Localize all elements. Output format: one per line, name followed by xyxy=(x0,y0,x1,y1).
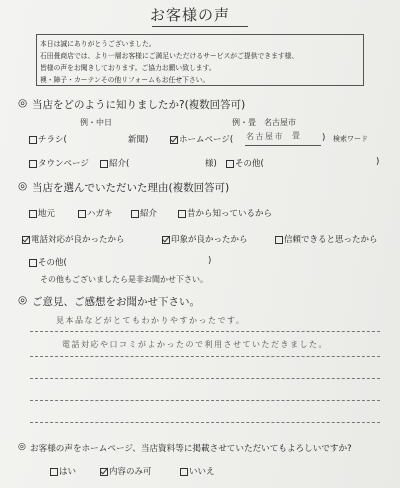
q4-label: お客様の声をホームページ、当店資料等に掲載させていただいてもよろしいですか? xyxy=(30,444,352,454)
option-homepage: ホームページ( xyxy=(179,135,234,145)
comment-line-2 xyxy=(30,356,380,357)
q4-bullet: ◎ xyxy=(18,442,26,452)
option-homepage-close: ) xyxy=(322,133,326,143)
q1-example-2: 例・畳 名古屋市 xyxy=(232,118,296,127)
q2-bullet: ◎ xyxy=(18,180,28,192)
title-underline xyxy=(152,26,248,27)
option-q1-other: その他( xyxy=(235,159,264,169)
option-phone-response: 電話対応が良かったから xyxy=(31,235,125,245)
option-newspaper-close: 新聞) xyxy=(128,135,149,145)
q1-example-1: 例・中日 xyxy=(80,118,112,127)
checkbox-referral[interactable] xyxy=(100,160,108,168)
intro-line-2: 石田畳商店では、より一層お客様にご満足いただけるサービスがご提供できます様、 xyxy=(40,52,299,60)
q1-label: 当店をどのように知りましたか?(複数回答可) xyxy=(32,99,246,111)
checkbox-yes[interactable] xyxy=(50,468,58,476)
checkbox-q2-other[interactable] xyxy=(29,259,37,267)
option-yes: はい xyxy=(59,467,77,477)
intro-line-3: 皆様の声をお聞きしております。ご協力お願い致します。 xyxy=(40,64,216,72)
option-trustworthy: 信頼できると思ったから xyxy=(284,235,378,245)
checkbox-no[interactable] xyxy=(180,468,188,476)
handwritten-search-city: 名古屋市 xyxy=(246,132,284,141)
option-q2-other: その他( xyxy=(38,258,67,268)
intro-line-4: 襖・障子・カーテンその他リフォームもお任せ下さい。 xyxy=(40,76,210,84)
option-good-impression: 印象が良かったから xyxy=(171,235,248,245)
option-q2-other-close: ) xyxy=(208,256,212,266)
checkbox-content-only[interactable] xyxy=(100,468,108,476)
option-q2-referral: 紹介 xyxy=(140,209,158,219)
checkbox-postcard[interactable] xyxy=(78,210,86,218)
checkbox-trustworthy[interactable] xyxy=(275,236,283,244)
handwritten-search-tatami: 畳 xyxy=(292,131,302,140)
option-flyer: チラシ( xyxy=(38,135,67,145)
q2-label: 当店を選んでいただいた理由(複数回答可) xyxy=(32,182,230,194)
checkbox-long-known[interactable] xyxy=(178,210,186,218)
option-no: いいえ xyxy=(189,467,215,477)
option-referral-close: 様) xyxy=(205,159,217,169)
option-postcard: ハガキ xyxy=(87,209,113,219)
comment-line-5 xyxy=(30,422,380,423)
q3-label: ご意見、ご感想をお聞かせ下さい。 xyxy=(32,296,200,308)
q3-bullet: ◎ xyxy=(18,294,28,306)
option-content-only: 内容のみ可 xyxy=(109,467,152,477)
checkbox-flyer[interactable] xyxy=(29,136,37,144)
comment-line-4 xyxy=(30,400,380,401)
option-long-known: 昔から知っているから xyxy=(187,209,273,219)
handwritten-comment-2: 電話対応や口コミがよかったので利用させていただきました。 xyxy=(62,340,328,349)
intro-line-1: 本日は誠にありがとうございました。 xyxy=(40,40,156,48)
checkbox-townpage[interactable] xyxy=(29,160,37,168)
handwritten-comment-1: 見本品などがとてもわかりやすかったです。 xyxy=(56,316,246,325)
option-local: 地元 xyxy=(38,209,56,219)
checkbox-q2-referral[interactable] xyxy=(131,210,139,218)
page-title: お客様の声 xyxy=(150,6,231,24)
q2-other-note: その他もございましたら是非お聞かせ下さい。 xyxy=(40,275,208,284)
option-townpage: タウンページ xyxy=(38,159,89,169)
q1-bullet: ◎ xyxy=(18,97,28,109)
option-referral: 紹介( xyxy=(109,159,130,169)
search-word-label: 検索ワード xyxy=(333,135,368,143)
comment-line-3 xyxy=(30,378,380,379)
checkbox-homepage[interactable] xyxy=(170,136,178,144)
comment-line-1 xyxy=(30,331,380,332)
checkbox-q1-other[interactable] xyxy=(226,160,234,168)
checkbox-good-impression[interactable] xyxy=(162,236,170,244)
checkbox-phone-response[interactable] xyxy=(22,236,30,244)
option-q1-other-close: ) xyxy=(376,157,380,167)
homepage-answer-underline xyxy=(245,145,321,146)
checkbox-local[interactable] xyxy=(29,210,37,218)
intro-box xyxy=(36,34,364,86)
